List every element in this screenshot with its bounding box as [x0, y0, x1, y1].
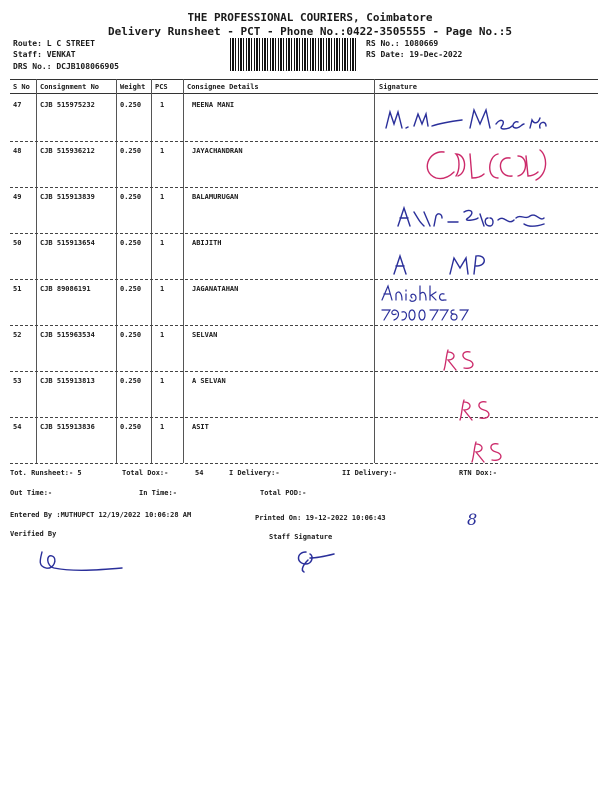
- cell-pcs: 1: [160, 377, 165, 385]
- col-divider: [183, 79, 184, 463]
- cell-pcs: 1: [160, 193, 165, 201]
- handwritten-signature-row-47: [380, 104, 550, 136]
- entered-by: Entered By :MUTHUPCT 12/19/2022 10:06:28 AM: [10, 511, 192, 519]
- handwritten-signature-row-49: [394, 204, 554, 232]
- route-label: Route: L C STREET: [13, 39, 95, 48]
- col-divider: [116, 79, 117, 463]
- col-header-weight: Weight: [120, 83, 146, 91]
- cell-weight: 0.250: [120, 377, 142, 385]
- cell-weight: 0.250: [120, 193, 142, 201]
- cell-sno: 51: [13, 285, 22, 293]
- cell-pcs: 1: [160, 423, 165, 431]
- cell-weight: 0.250: [120, 239, 142, 247]
- cell-consignee: SELVAN: [192, 331, 218, 339]
- col-divider: [36, 79, 37, 463]
- cell-consignment: CJB 515975232: [40, 101, 95, 109]
- in-time: In Time:-: [139, 489, 177, 497]
- col-header-sno: S No: [13, 83, 30, 91]
- cell-consignee: JAYACHANDRAN: [192, 147, 243, 155]
- row-divider: [10, 279, 598, 280]
- verifier-signature: [36, 546, 126, 572]
- cell-consignee: ASIT: [192, 423, 209, 431]
- i-delivery: I Delivery:-: [229, 469, 280, 477]
- cell-sno: 50: [13, 239, 22, 247]
- cell-sno: 54: [13, 423, 22, 431]
- cell-consignment: CJB 89086191: [40, 285, 91, 293]
- table-header-border: [10, 93, 598, 94]
- report-title: THE PROFESSIONAL COURIERS, Coimbatore: [187, 11, 433, 24]
- out-time: Out Time:-: [10, 489, 53, 497]
- row-divider: [10, 325, 598, 326]
- cell-pcs: 1: [160, 239, 165, 247]
- cell-pcs: 1: [160, 285, 165, 293]
- col-header-signature: Signature: [379, 83, 417, 91]
- cell-weight: 0.250: [120, 285, 142, 293]
- cell-consignment: CJB 515913836: [40, 423, 95, 431]
- handwritten-signature-row-48: [418, 146, 558, 186]
- col-header-consignment: Consignment No: [40, 83, 100, 91]
- cell-weight: 0.250: [120, 101, 142, 109]
- ii-delivery: II Delivery:-: [342, 469, 397, 477]
- cell-consignment: CJB 515936212: [40, 147, 95, 155]
- cell-sno: 52: [13, 331, 22, 339]
- cell-pcs: 1: [160, 101, 165, 109]
- report-subtitle: Delivery Runsheet - PCT - Phone No.:0422-3505555 - Page No.:5: [108, 25, 512, 38]
- row-divider: [10, 463, 598, 464]
- total-dox-label: Total Dox:-: [122, 469, 169, 477]
- cell-consignment: CJB 515913839: [40, 193, 95, 201]
- col-divider: [151, 79, 152, 463]
- cell-consignment: CJB 515963534: [40, 331, 95, 339]
- staff-label: Staff: VENKAT: [13, 50, 76, 59]
- cell-consignee: A SELVAN: [192, 377, 226, 385]
- row-divider: [10, 141, 598, 142]
- handwritten-mark: 8: [467, 510, 478, 529]
- row-divider: [10, 371, 598, 372]
- cell-weight: 0.250: [120, 331, 142, 339]
- cell-consignment: CJB 515913813: [40, 377, 95, 385]
- cell-pcs: 1: [160, 147, 165, 155]
- rs-date: RS Date: 19-Dec-2022: [366, 50, 463, 59]
- handwritten-signature-row-51: [378, 284, 498, 324]
- drs-number: DRS No.: DCJB108066905: [13, 62, 119, 71]
- handwritten-signature-row-52: [440, 346, 480, 372]
- total-pod: Total POD:-: [260, 489, 307, 497]
- staff-signature: [292, 546, 342, 574]
- cell-weight: 0.250: [120, 147, 142, 155]
- row-divider: [10, 233, 598, 234]
- handwritten-signature-row-54: [468, 438, 508, 464]
- handwritten-signature-row-53: [456, 396, 496, 422]
- printed-on: Printed On: 19-12-2022 10:06:43: [255, 514, 386, 522]
- cell-sno: 47: [13, 101, 22, 109]
- row-divider: [10, 417, 598, 418]
- cell-sno: 48: [13, 147, 22, 155]
- cell-pcs: 1: [160, 331, 165, 339]
- col-header-consignee: Consignee Details: [187, 83, 259, 91]
- total-dox-value: 54: [195, 469, 204, 477]
- staff-signature-label: Staff Signature: [269, 533, 333, 541]
- cell-sno: 49: [13, 193, 22, 201]
- handwritten-signature-row-50: [388, 250, 498, 278]
- cell-consignment: CJB 515913654: [40, 239, 95, 247]
- tot-runsheet: Tot. Runsheet:- 5: [10, 469, 82, 477]
- verified-by: Verified By: [10, 530, 57, 538]
- row-divider: [10, 187, 598, 188]
- cell-consignee: MEENA MANI: [192, 101, 235, 109]
- cell-weight: 0.250: [120, 423, 142, 431]
- table-top-border: [10, 79, 598, 80]
- cell-sno: 53: [13, 377, 22, 385]
- cell-consignee: ABIJITH: [192, 239, 222, 247]
- rtn-dox: RTN Dox:-: [459, 469, 497, 477]
- cell-consignee: BALAMURUGAN: [192, 193, 239, 201]
- col-header-pcs: PCS: [155, 83, 168, 91]
- rs-number: RS No.: 1080669: [366, 39, 439, 48]
- col-divider: [374, 79, 375, 463]
- barcode-icon: [230, 38, 356, 71]
- cell-consignee: JAGANATAHAN: [192, 285, 239, 293]
